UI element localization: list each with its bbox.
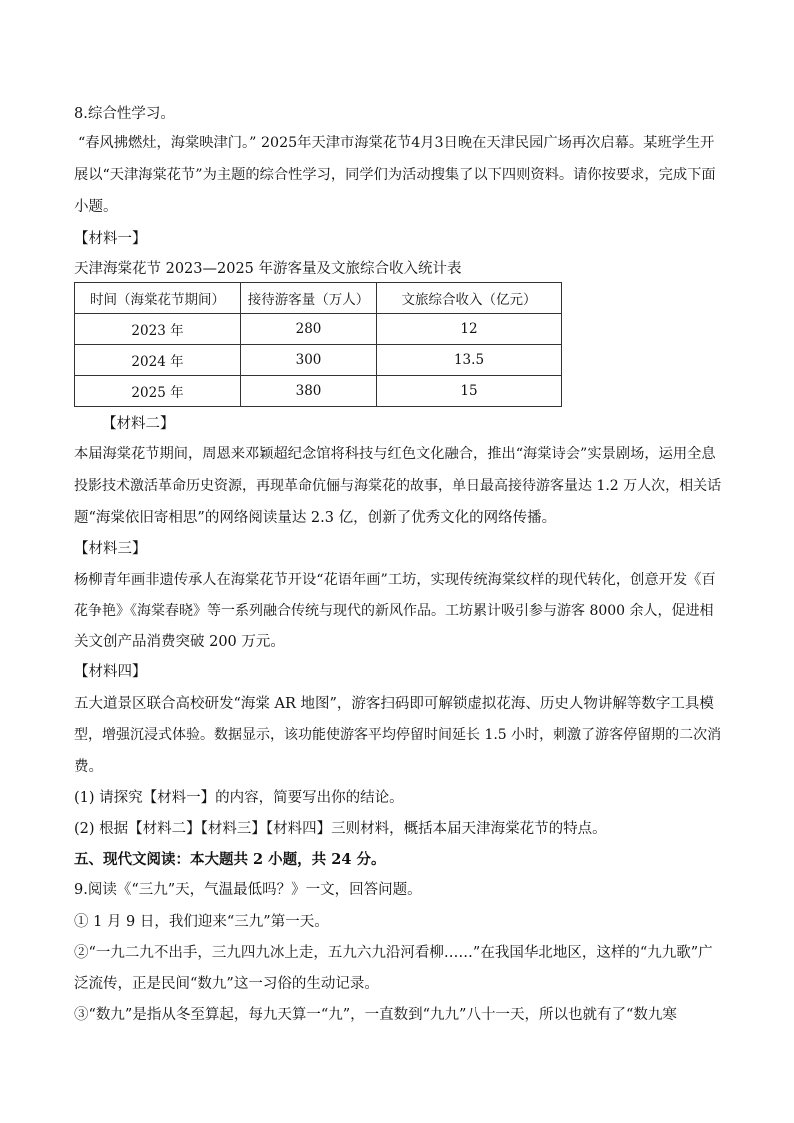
column-header: 时间（海棠花节期间） (75, 283, 241, 314)
material-2-label: 【材料二】 (102, 416, 175, 432)
table-row (75, 314, 562, 345)
column-header: 接待游客量（万人） (241, 283, 377, 314)
table-cell: 380 (241, 376, 377, 407)
table-cell: 280 (241, 314, 377, 345)
table-caption: 天津海棠花节 2023—2025 年游客量及文旅综合收入统计表 (74, 261, 462, 277)
question-9-title: 9.阅读《“三九”天，气温最低吗？》一文，回答问题。 (74, 882, 422, 898)
visitor-revenue-table (74, 282, 562, 407)
intro-line-1: “春风拂燃灶，海棠映津门。” 2025年天津市海棠花节4月3日晚在天津民园广场再次启幕。某班学生开 (78, 135, 715, 151)
material-3-line-2: 花争艳》《海棠春晓》等一系列融合传统与现代的新风作品。工坊累计吸引参与游客 8000 余人，促进相 (74, 603, 714, 619)
table-row (75, 376, 562, 407)
table-cell: 300 (241, 345, 377, 376)
table-cell: 2024 年 (75, 345, 241, 376)
material-4-line-2: 型，增强沉浸式体验。数据显示，该功能使游客平均停留时间延长 1.5 小时，刺激了游客停留期的二次消 (74, 727, 722, 743)
intro-line-3: 小题。 (74, 199, 118, 215)
material-2-line-1: 本届海棠花节期间，周恩来邓颖超纪念馆将科技与红色文化融合，推出“海棠诗会”实景剧场，运用全息 (74, 446, 716, 462)
table-cell: 12 (377, 314, 562, 345)
table-cell: 15 (377, 376, 562, 407)
table-cell: 2025 年 (75, 376, 241, 407)
paragraph-2-line-2: 泛流传，正是民间“数九”这一习俗的生动记录。 (74, 976, 379, 992)
column-header: 文旅综合收入（亿元） (377, 283, 562, 314)
table-cell: 2023 年 (75, 314, 241, 345)
material-2-line-3: 题“海棠依旧寄相思”的网络阅读量达 2.3 亿，创新了优秀文化的网络传播。 (74, 510, 557, 526)
material-3-line-1: 杨柳青年画非遗传承人在海棠花节开设“花语年画”工坊，实现传统海棠纹样的现代转化，创意开发《百 (74, 572, 716, 588)
section-5-heading: 五、现代文阅读：本大题共 2 小题，共 24 分。 (74, 851, 386, 868)
paragraph-3-line-1: ③“数九”是指从冬至算起，每九天算一“九”，一直数到“九九”八十一天，所以也就有了“数九寒 (74, 1007, 677, 1023)
sub-question-1: (1) 请探究【材料一】的内容，简要写出你的结论。 (74, 790, 404, 806)
material-4-line-3: 费。 (74, 759, 103, 775)
paragraph-2-line-1: ②“一九二九不出手，三九四九冰上走，五九六九沿河看柳……”在我国华北地区，这样的“九九歌”广 (74, 945, 713, 961)
material-1-label: 【材料一】 (74, 231, 147, 247)
material-4-label: 【材料四】 (74, 664, 147, 680)
material-2-line-2: 投影技术激活革命历史资源，再现革命伉俪与海棠花的故事，单日最高接待游客量达 1.2 万人次，相关话 (74, 478, 722, 494)
material-4-line-1: 五大道景区联合高校研发“海棠 AR 地图”，游客扫码即可解锁虚拟花海、历史人物讲解等数字工具模 (74, 696, 714, 712)
material-3-label: 【材料三】 (74, 541, 147, 557)
table-cell: 13.5 (377, 345, 562, 376)
paragraph-1: ① 1 月 9 日，我们迎来“三九”第一天。 (74, 914, 329, 930)
table-row (75, 345, 562, 376)
sub-question-2: (2) 根据【材料二】【材料三】【材料四】三则材料，概括本届天津海棠花节的特点。 (74, 821, 607, 837)
question-8-title: 8.综合性学习。 (74, 106, 175, 122)
table-header-row (75, 283, 562, 314)
material-3-line-3: 关文创产品消费突破 200 万元。 (74, 634, 285, 650)
intro-line-2: 展以“天津海棠花节”为主题的综合性学习，同学们为活动搜集了以下四则资料。请你按要求，完成下面 (74, 167, 716, 183)
